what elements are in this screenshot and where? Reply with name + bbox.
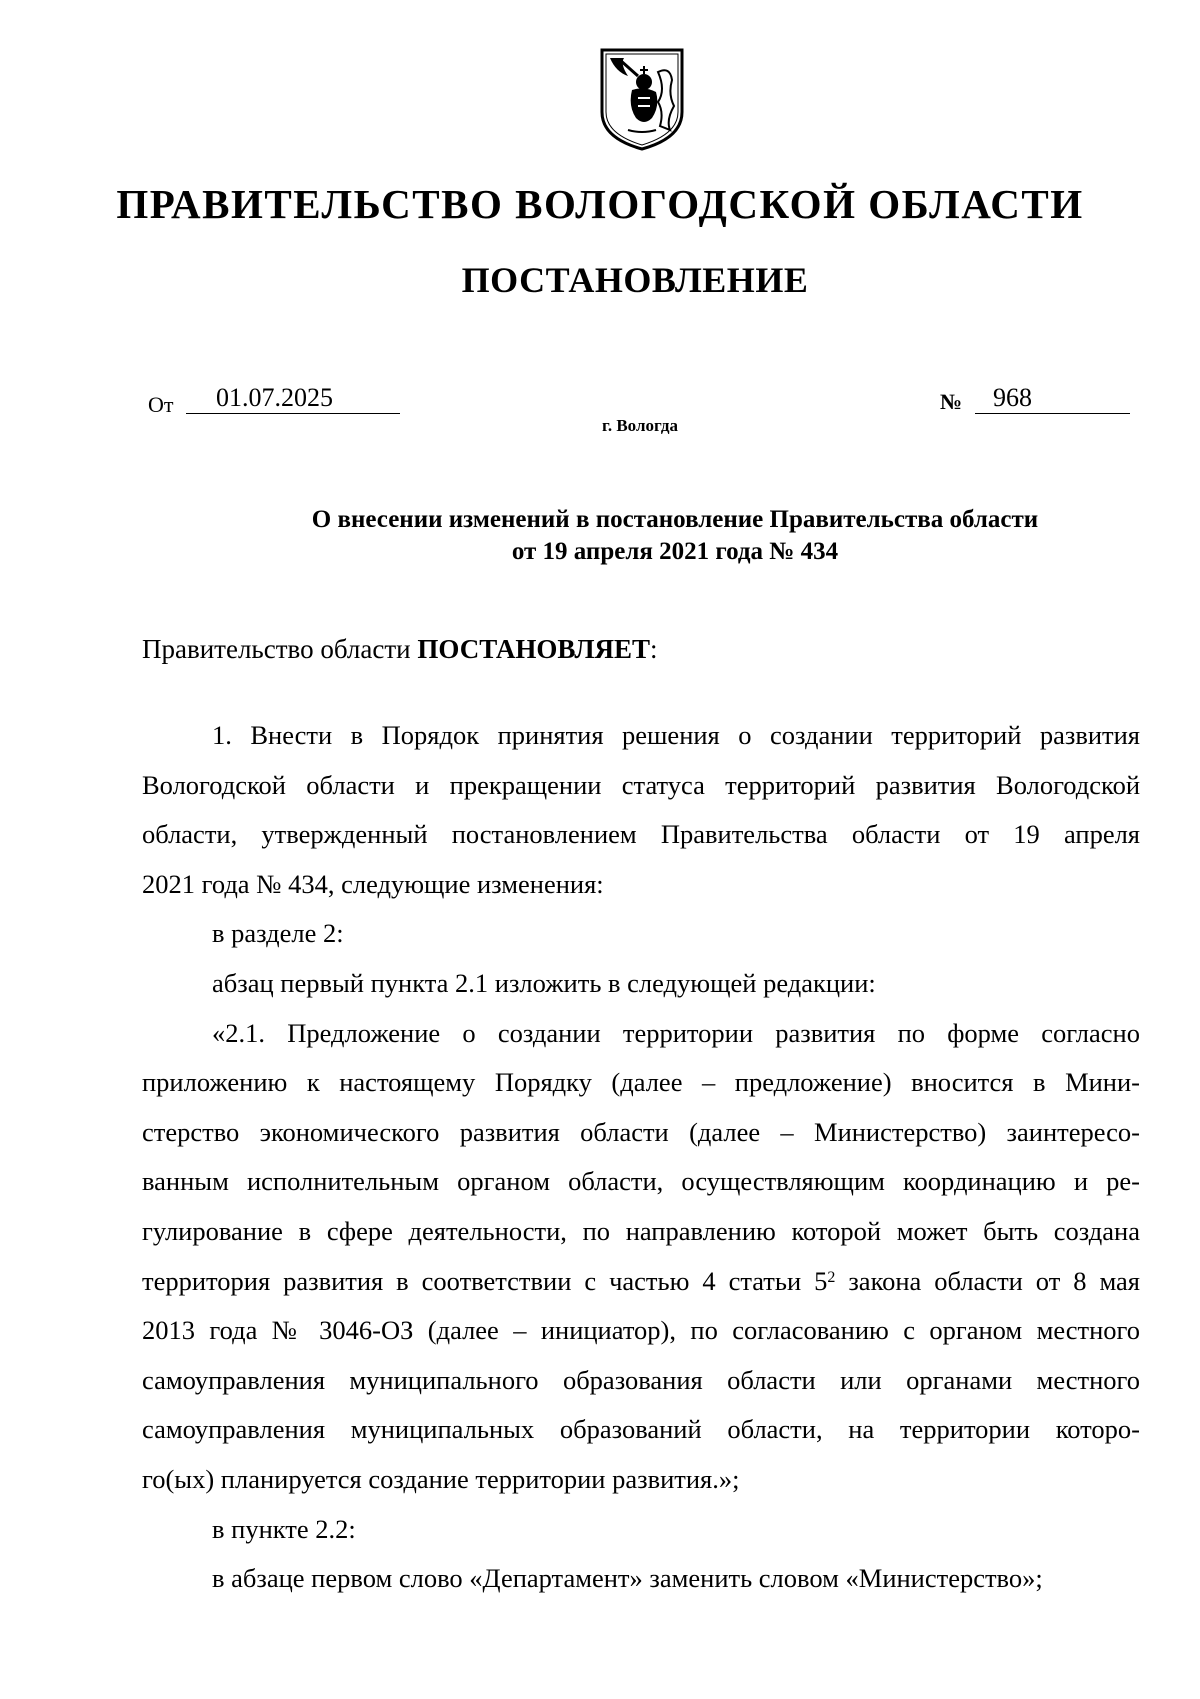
body-line (142, 1257, 1140, 1307)
document-body (142, 711, 1140, 1604)
body-line: в пункте 2.2: (212, 1513, 356, 1544)
vologda-coat-of-arms-icon (598, 46, 686, 152)
body-line: 1. Внести в Порядок принятия решения о создании территорий развития (212, 720, 1140, 750)
body-line: самоуправления муниципального образования области или органами местного (142, 1364, 1140, 1395)
document-number: 968 (975, 383, 1130, 414)
preamble-emphasis: ПОСТАНОВЛЯЕТ (417, 634, 650, 664)
document-date: 01.07.2025 (186, 383, 400, 414)
body-text: территория развития в соответствии с частью 4 статьи 5 (142, 1265, 828, 1296)
body-line: Вологодской области и прекращении статуса территорий развития Вологодской (142, 769, 1140, 800)
body-line: в абзаце первом слово «Департамент» заменить словом «Министерство»; (212, 1563, 1043, 1594)
body-line: стерство экономического развития области (далее – Министерство) заинтересо- (142, 1116, 1140, 1147)
body-line: области, утвержденный постановлением Правительства области от 19 апреля (142, 819, 1140, 850)
superscript: 2 (827, 1268, 836, 1286)
preamble-text: Правительство области (142, 634, 418, 664)
body-line: ванным исполнительным органом области, осуществляющим координацию и ре- (142, 1166, 1140, 1197)
body-line: го(ых) планируется создание территории развития.»; (142, 1463, 740, 1494)
preamble-tail: : (649, 634, 658, 664)
body-line: самоуправления муниципальных образований области, на территории которо- (142, 1414, 1140, 1445)
document-subject (220, 504, 1130, 568)
body-text: закона области от 8 мая (835, 1265, 1140, 1296)
date-label: От (148, 392, 174, 417)
body-line: «2.1. Предложение о создании территории развития по форме согласно (212, 1017, 1140, 1048)
body-line: в разделе 2: (212, 918, 344, 949)
government-title: ПРАВИТЕЛЬСТВО ВОЛОГОДСКОЙ ОБЛАСТИ (116, 181, 1084, 227)
body-line: абзац первый пункта 2.1 изложить в следующей редакции: (212, 967, 876, 998)
body-line: приложению к настоящему Порядку (далее – предложение) вносится в Мини- (142, 1067, 1140, 1098)
body-line: 2013 года № 3046-ОЗ (далее – инициатор), по согласованию с органом местного (142, 1315, 1140, 1346)
body-line: гулирование в сфере деятельности, по направлению которой может быть создана (142, 1215, 1140, 1246)
subject-line: О внесении изменений в постановление Правительства области (311, 506, 1039, 533)
city-name: г. Вологда (602, 416, 678, 435)
document-type-heading: ПОСТАНОВЛЕНИЕ (461, 260, 809, 300)
subject-line: от 19 апреля 2021 года № 434 (511, 538, 839, 565)
number-label: № (940, 389, 963, 414)
preamble (142, 634, 658, 665)
body-line: 2021 года № 434, следующие изменения: (142, 868, 604, 899)
